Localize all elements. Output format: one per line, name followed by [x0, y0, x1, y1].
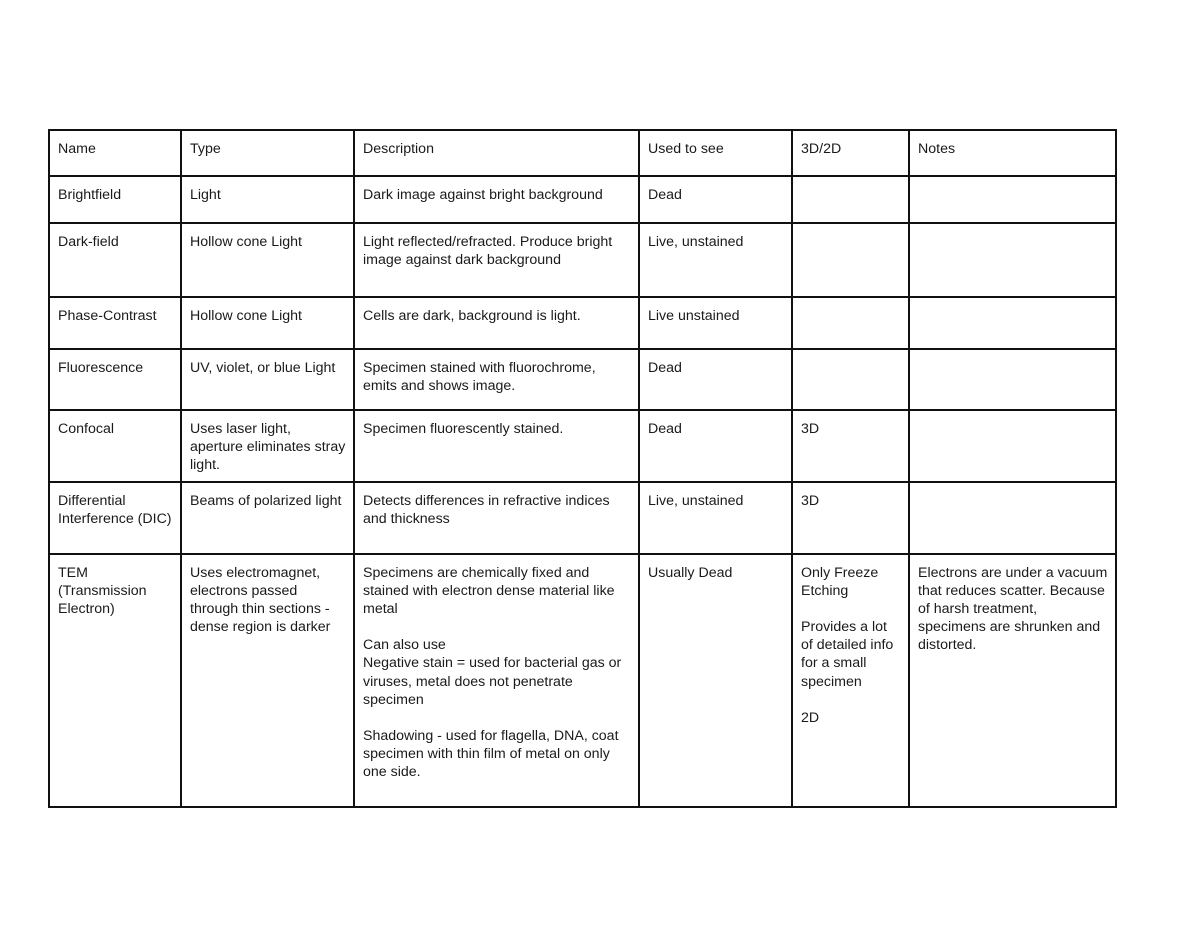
cell-notes	[909, 176, 1116, 223]
description-paragraph: Can also use	[363, 637, 446, 654]
table-row	[49, 349, 1116, 410]
cell-name: TEM (Transmission Electron)	[49, 554, 181, 807]
cell-notes	[909, 349, 1116, 410]
cell-dimension: 3D	[792, 410, 909, 482]
cell-description: Light reflected/refracted. Produce bright image against dark background	[354, 223, 639, 297]
cell-name: Brightfield	[49, 176, 181, 223]
cell-type: UV, violet, or blue Light	[181, 349, 354, 410]
cell-type: Hollow cone Light	[181, 223, 354, 297]
header-name: Name	[49, 130, 181, 176]
cell-name: Dark-field	[49, 223, 181, 297]
cell-dimension: 3D	[792, 482, 909, 554]
header-used-to-see: Used to see	[639, 130, 792, 176]
cell-notes	[909, 297, 1116, 349]
dimension-paragraph: 2D	[801, 709, 820, 726]
description-paragraph: Shadowing - used for flagella, DNA, coat specimen with thin film of metal on only one side.	[363, 728, 619, 781]
dimension-paragraph: Provides a lot of detailed info for a small specimen	[801, 619, 894, 690]
cell-used-to-see: Live unstained	[639, 297, 792, 349]
cell-notes: Electrons are under a vacuum that reduces scatter. Because of harsh treatment, specimens are shrunken and distorted.	[909, 554, 1116, 807]
cell-used-to-see: Live, unstained	[639, 482, 792, 554]
table-row	[49, 482, 1116, 554]
table-row	[49, 410, 1116, 482]
table-row	[49, 297, 1116, 349]
cell-name: Differential Interference (DIC)	[49, 482, 181, 554]
cell-used-to-see: Dead	[639, 349, 792, 410]
cell-dimension	[792, 297, 909, 349]
header-notes: Notes	[909, 130, 1116, 176]
cell-dimension	[792, 223, 909, 297]
table-row	[49, 554, 1116, 807]
cell-notes	[909, 223, 1116, 297]
cell-dimension	[792, 349, 909, 410]
cell-description: Specimen fluorescently stained.	[354, 410, 639, 482]
cell-notes	[909, 410, 1116, 482]
cell-description: Cells are dark, background is light.	[354, 297, 639, 349]
dimension-paragraph: Only Freeze Etching	[801, 564, 879, 599]
cell-notes	[909, 482, 1116, 554]
table-row	[49, 176, 1116, 223]
cell-description: Detects differences in refractive indices and thickness	[354, 482, 639, 554]
header-description: Description	[354, 130, 639, 176]
cell-dimension	[792, 554, 909, 807]
microscopy-table	[48, 129, 1117, 808]
cell-used-to-see: Dead	[639, 410, 792, 482]
cell-name: Phase-Contrast	[49, 297, 181, 349]
cell-description: Specimen stained with fluorochrome, emits and shows image.	[354, 349, 639, 410]
header-dimension: 3D/2D	[792, 130, 909, 176]
cell-used-to-see: Dead	[639, 176, 792, 223]
cell-name: Confocal	[49, 410, 181, 482]
cell-name: Fluorescence	[49, 349, 181, 410]
cell-type: Uses laser light, aperture eliminates stray light.	[181, 410, 354, 482]
cell-description	[354, 554, 639, 807]
table-row	[49, 223, 1116, 297]
description-paragraph: Negative stain = used for bacterial gas or viruses, metal does not penetrate specimen	[363, 655, 622, 708]
cell-type: Beams of polarized light	[181, 482, 354, 554]
cell-type: Hollow cone Light	[181, 297, 354, 349]
header-type: Type	[181, 130, 354, 176]
description-paragraph: Specimens are chemically fixed and stained with electron dense material like metal	[363, 564, 615, 618]
cell-dimension	[792, 176, 909, 223]
table-header-row	[49, 130, 1116, 176]
cell-used-to-see: Usually Dead	[639, 554, 792, 807]
cell-type: Uses electromagnet, electrons passed through thin sections - dense region is darker	[181, 554, 354, 807]
cell-description: Dark image against bright background	[354, 176, 639, 223]
cell-used-to-see: Live, unstained	[639, 223, 792, 297]
cell-type: Light	[181, 176, 354, 223]
